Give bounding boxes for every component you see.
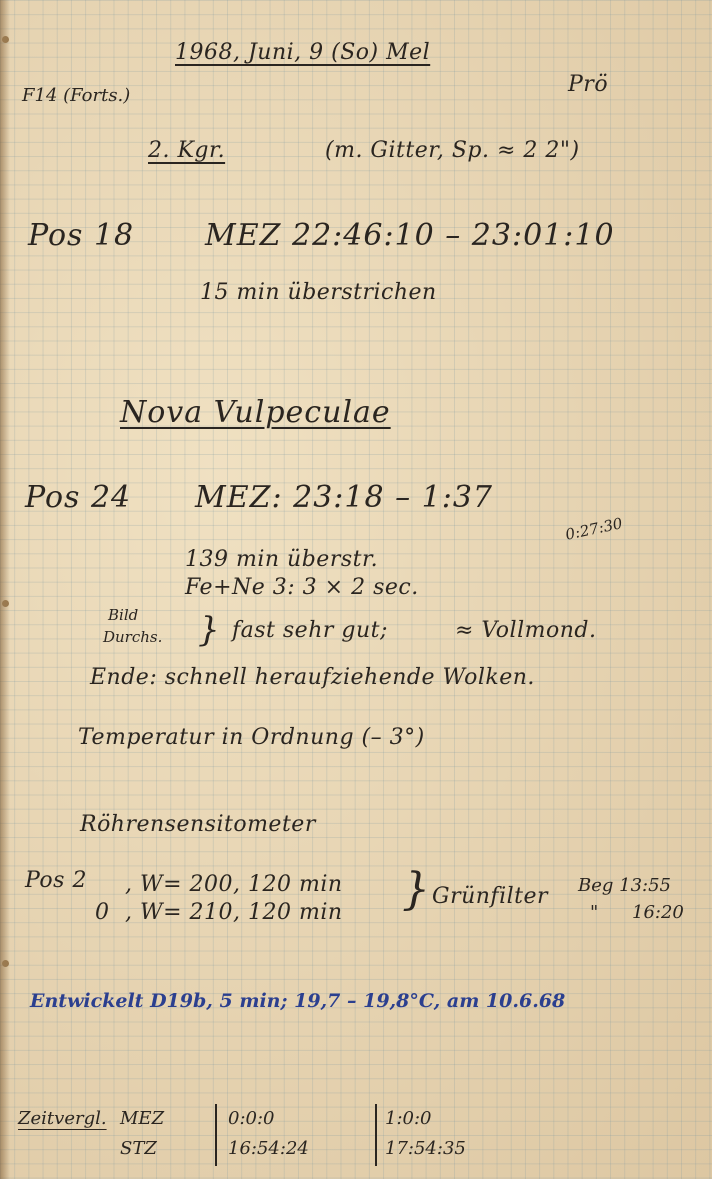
entry2-position: Pos 24 [25,480,132,515]
filter-brace: } [402,864,430,915]
time-comparison-col1-mez: 0:0:0 [228,1108,275,1129]
time-comparison-stz-label: STZ [120,1138,157,1159]
time-comparison-mez-label: MEZ [120,1108,165,1129]
temperature-note: Temperatur in Ordnung (– 3°) [78,725,425,750]
entry1-note: 15 min überstrichen [200,280,437,305]
sensitometer-row2-values: , W= 210, 120 min [125,900,343,925]
quality-brace: } [198,610,221,650]
filter-name: Grünfilter [432,884,549,909]
object-title: Nova Vulpeculae [120,395,391,430]
quality-rating: fast sehr gut; [232,618,388,643]
time-comparison-col2-stz: 17:54:35 [385,1138,466,1159]
entry2-side-time: 0:27:30 [563,514,625,544]
entry1-position: Pos 18 [28,218,135,253]
entry2-comparison: Fe+Ne 3: 3 × 2 sec. [185,575,419,600]
time-comparison-col1-stz: 16:54:24 [228,1138,309,1159]
binding-hole [2,36,9,43]
time-comparison-label: Zeitvergl. [18,1108,107,1129]
entry2-time: MEZ: 23:18 – 1:37 [195,480,494,515]
label-seeing: Durchs. [103,628,163,646]
column-divider [375,1104,377,1166]
sensitometer-row1-values: , W= 200, 120 min [125,872,343,897]
end-note: Ende: schnell heraufziehende Wolken. [90,665,535,690]
binding-hole [2,600,9,607]
sensitometer-row2-position: 0 [95,900,110,925]
column-divider [215,1104,217,1166]
sensitometer-end: 16:20 [632,902,684,923]
moon-phase: ≈ Vollmond. [455,618,597,643]
ditto-mark: " [590,902,599,923]
time-comparison-col2-mez: 1:0:0 [385,1108,432,1129]
page-binding-edge [0,0,10,1179]
instrument: 2. Kgr. [148,138,226,163]
sensitometer-title: Röhrensensitometer [80,812,316,837]
entry2-exposure: 139 min überstr. [185,547,379,572]
entry1-time: MEZ 22:46:10 – 23:01:10 [205,218,615,253]
sensitometer-row1-position: Pos 2 [25,868,87,893]
binding-hole [2,960,9,967]
development-note: Entwickelt D19b, 5 min; 19,7 – 19,8°C, am 10.6.68 [30,990,566,1012]
instrument-note: (m. Gitter, Sp. ≈ 2 2") [325,138,580,163]
reference-code: F14 (Forts.) [22,85,131,106]
entry-date: 1968, Juni, 9 (So) Mel [175,40,431,65]
sensitometer-begin: Beg 13:55 [578,875,671,896]
label-image: Bild [108,606,139,624]
observer-initials: Prö [568,72,609,97]
